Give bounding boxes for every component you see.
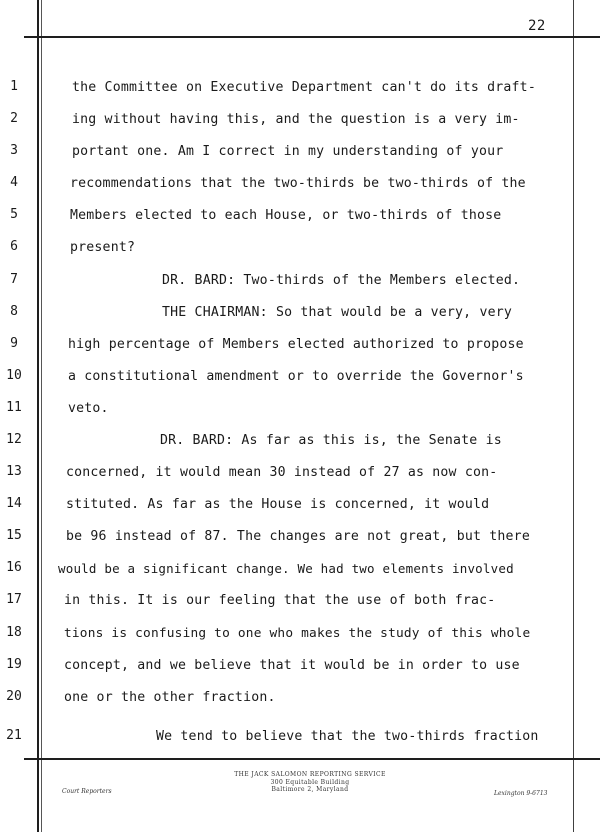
page-number: 22	[528, 18, 546, 34]
service-address-line-1: 300 Equitable Building	[270, 778, 350, 786]
transcript-line: ing without having this, and the question is a very im-	[72, 112, 520, 127]
transcript-line: recommendations that the two-thirds be two-thirds of the	[70, 176, 526, 191]
top-rule	[24, 36, 600, 38]
footer-phone: Lexington 9-6713	[494, 790, 548, 797]
right-margin-rule	[573, 0, 574, 832]
transcript-line: one or the other fraction.	[64, 690, 276, 705]
transcript-line: Members elected to each House, or two-thirds of those	[70, 208, 502, 223]
transcript-line: stituted. As far as the House is concerned, it would	[66, 497, 490, 512]
left-margin-rule-inner	[41, 0, 42, 832]
line-number: 9	[10, 336, 18, 351]
line-number: 1	[10, 79, 18, 94]
transcript-line: DR. BARD: As far as this is, the Senate is	[160, 433, 502, 448]
line-number: 10	[6, 368, 22, 383]
line-number: 2	[10, 111, 18, 126]
service-name: THE JACK SALOMON REPORTING SERVICE	[234, 771, 386, 778]
transcript-line: veto.	[68, 401, 109, 416]
service-address-line-2: Baltimore 2, Maryland	[271, 786, 349, 793]
line-number: 17	[6, 592, 22, 607]
transcript-line: concept, and we believe that it would be in order to use	[64, 658, 520, 673]
transcript-line: We tend to believe that the two-thirds fraction	[156, 729, 539, 744]
line-number: 7	[10, 272, 18, 287]
line-number: 4	[10, 175, 18, 190]
line-number: 13	[6, 464, 22, 479]
transcript-line: tions is confusing to one who makes the study of this whole	[64, 626, 531, 641]
left-margin-rule	[37, 0, 39, 832]
line-number: 18	[6, 625, 22, 640]
transcript-line: concerned, it would mean 30 instead of 27 as now con-	[66, 465, 498, 480]
line-number: 19	[6, 657, 22, 672]
line-number: 21	[6, 728, 22, 743]
transcript-line: portant one. Am I correct in my understanding of your	[72, 144, 504, 159]
transcript-line: high percentage of Members elected authorized to propose	[68, 337, 524, 352]
transcript-line: THE CHAIRMAN: So that would be a very, very	[162, 305, 513, 320]
footer-left-note: Court Reporters	[62, 788, 112, 795]
bottom-rule	[24, 758, 600, 760]
line-number: 14	[6, 496, 22, 511]
line-number: 6	[10, 239, 18, 254]
line-number: 16	[6, 560, 22, 575]
transcript-line: DR. BARD: Two-thirds of the Members elected.	[162, 273, 521, 288]
line-number: 8	[10, 304, 18, 319]
line-number: 20	[6, 689, 22, 704]
transcript-line: a constitutional amendment or to override the Governor's	[68, 369, 524, 384]
transcript-line: would be a significant change. We had two elements involved	[58, 561, 514, 576]
transcript-line: the Committee on Executive Department can't do its draft-	[72, 80, 536, 95]
line-number: 12	[6, 432, 22, 447]
reporting-service-footer	[210, 771, 410, 794]
line-number: 5	[10, 207, 18, 222]
line-number: 15	[6, 528, 22, 543]
line-number: 11	[6, 400, 22, 415]
transcript-line: in this. It is our feeling that the use of both frac-	[64, 593, 496, 608]
transcript-line: present?	[70, 240, 136, 255]
line-number: 3	[10, 143, 18, 158]
transcript-line: be 96 instead of 87. The changes are not great, but there	[66, 529, 530, 544]
